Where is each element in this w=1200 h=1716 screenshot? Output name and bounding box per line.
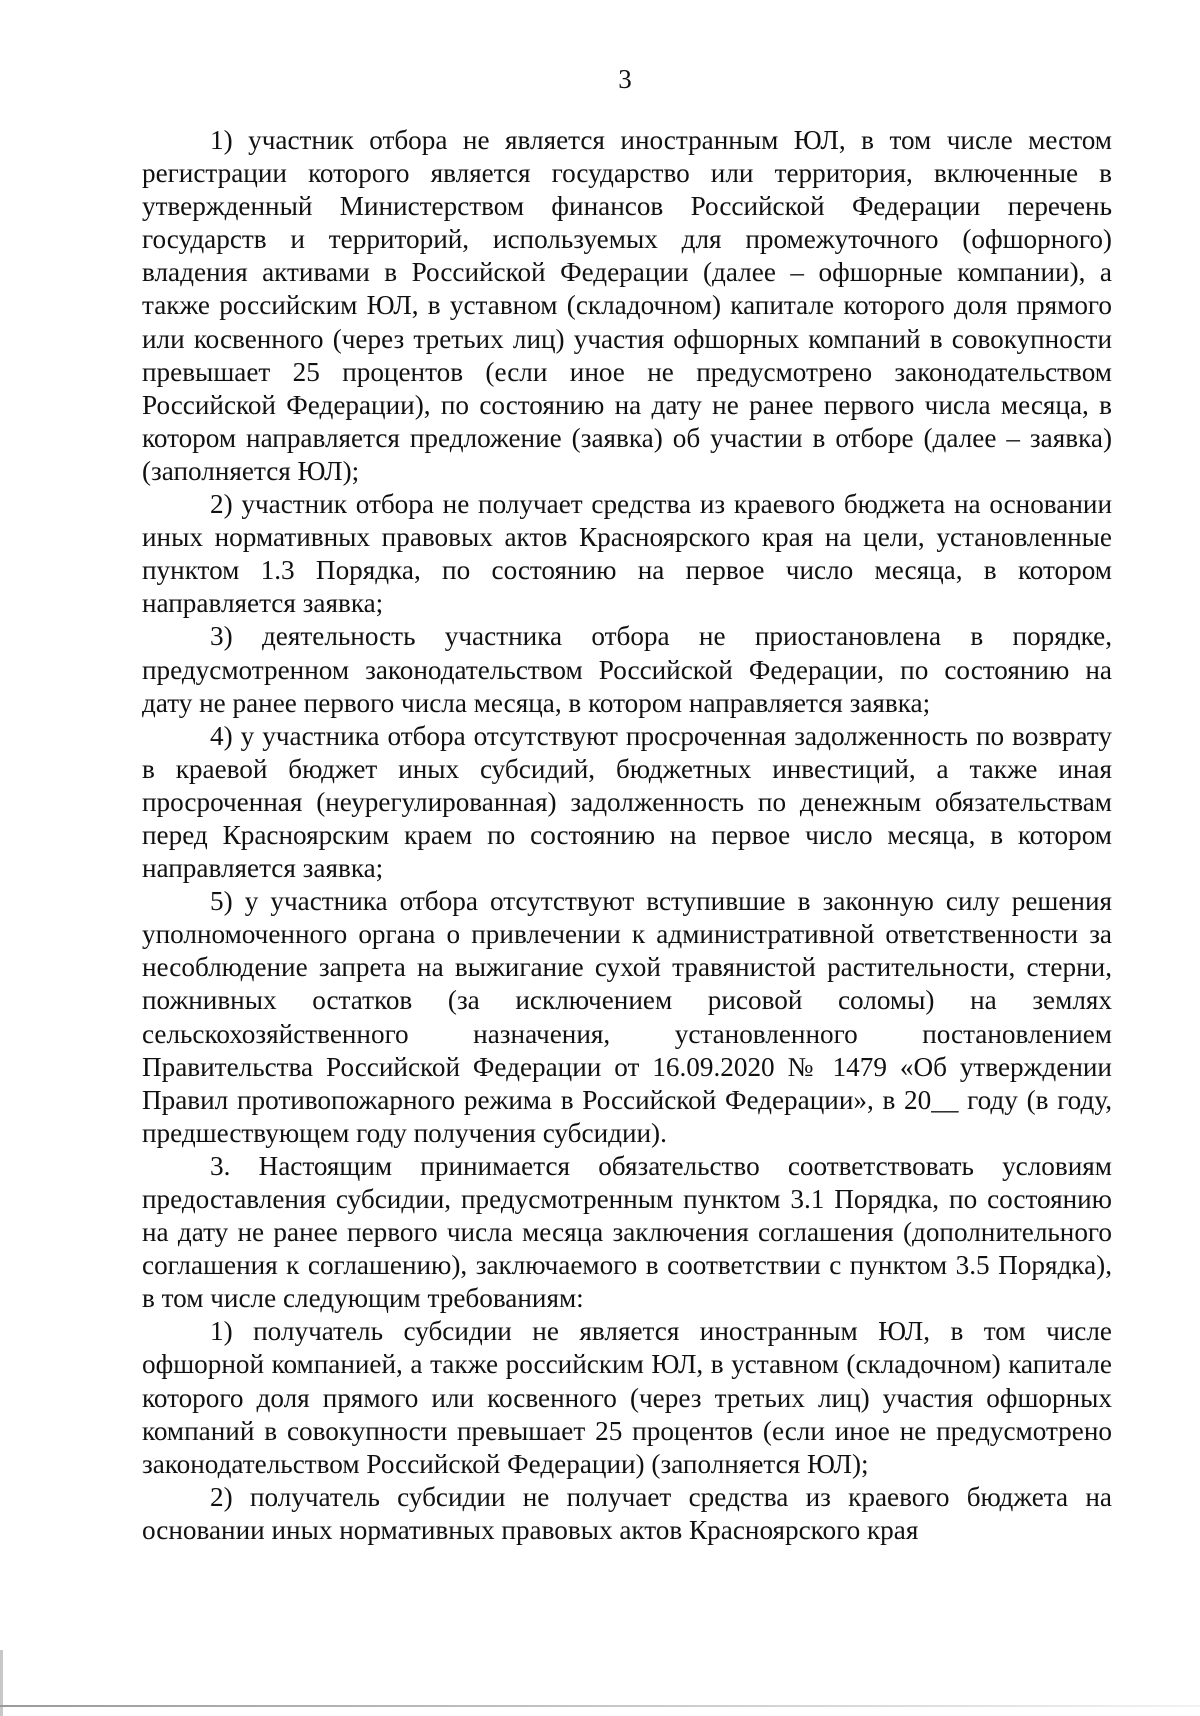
document-body — [142, 124, 1112, 1547]
paragraph-item-1-offshore: 1) участник отбора не является иностранным ЮЛ, в том числе местом регистрации которого является государство или территория, включенные в утвержденный Министерством финансов Российской Федерации перечень государств и территорий, используемых для промежуточного (офшорного) владения активами в Российской Федерации (далее – офшорные компании), а также российским ЮЛ, в уставном (складочном) капитале которого доля прямого или косвенного (через третьих лиц) участия офшорных компаний в совокупности превышает 25 процентов (если иное не предусмотрено законодательством Российской Федерации), по состоянию на дату не ранее первого числа месяца, в котором направляется предложение (заявка) об участии в отборе (далее – заявка) (заполняется ЮЛ); — [142, 125, 1112, 486]
paragraph-item-5-violations: 5) у участника отбора отсутствуют вступившие в законную силу решения уполномоченного органа о привлечении к административной ответственности за несоблюдение запрета на выжигание сухой травянистой растительности, стерни, пожнивных остатков (за исключением рисовой соломы) на землях сельскохозяйственного назначения, установленного постановлением Правительства Российской Федерации от 16.09.2020 № 1479 «Об утверждении Правил противопожарного режима в Российской Федерации», в 20__ году (в году, предшествующем году получения субсидии). — [142, 886, 1112, 1148]
paragraph-item-4-debt: 4) у участника отбора отсутствуют просроченная задолженность по возврату в краевой бюджет иных субсидий, бюджетных инвестиций, а также иная просроченная (неурегулированная) задолженность по денежным обязательствам перед Красноярским краем по состоянию на первое число месяца, в котором направляется заявка; — [142, 720, 1112, 884]
page-number: 3 — [618, 64, 632, 94]
paragraph-section-3-obligation: 3. Настоящим принимается обязательство соответствовать условиям предоставления субсидии, предусмотренным пунктом 3.1 Порядка, по состоянию на дату не ранее первого числа месяца заключения соглашения (дополнительного соглашения к соглашению), заключаемого в соответствии с пунктом 3.5 Порядка), в том числе следующим требованиям: — [142, 1150, 1112, 1314]
paragraph-recipient-2-budget-funds: 2) получатель субсидии не получает средства из краевого бюджета на основании иных нормативных правовых актов Красноярского края — [142, 1481, 1112, 1545]
scan-bottom-edge — [0, 1705, 1200, 1707]
paragraph-recipient-1-offshore: 1) получатель субсидии не является иностранным ЮЛ, в том числе офшорной компанией, а также российским ЮЛ, в уставном (складочном) капитале которого доля прямого или косвенного (через третьих лиц) участия офшорных компаний в совокупности превышает 25 процентов (если иное не предусмотрено законодательством Российской Федерации) (заполняется ЮЛ); — [142, 1316, 1112, 1479]
paragraph-item-2-budget-funds: 2) участник отбора не получает средства из краевого бюджета на основании иных нормативных правовых актов Красноярского края на цели, установленные пунктом 1.3 Порядка, по состоянию на первое число месяца, в котором направляется заявка; — [142, 489, 1112, 619]
paragraph-item-3-activity: 3) деятельность участника отбора не приостановлена в порядке, предусмотренном законодательством Российской Федерации, по состоянию на дату не ранее первого числа месяца, в котором направляется заявка; — [142, 621, 1112, 718]
